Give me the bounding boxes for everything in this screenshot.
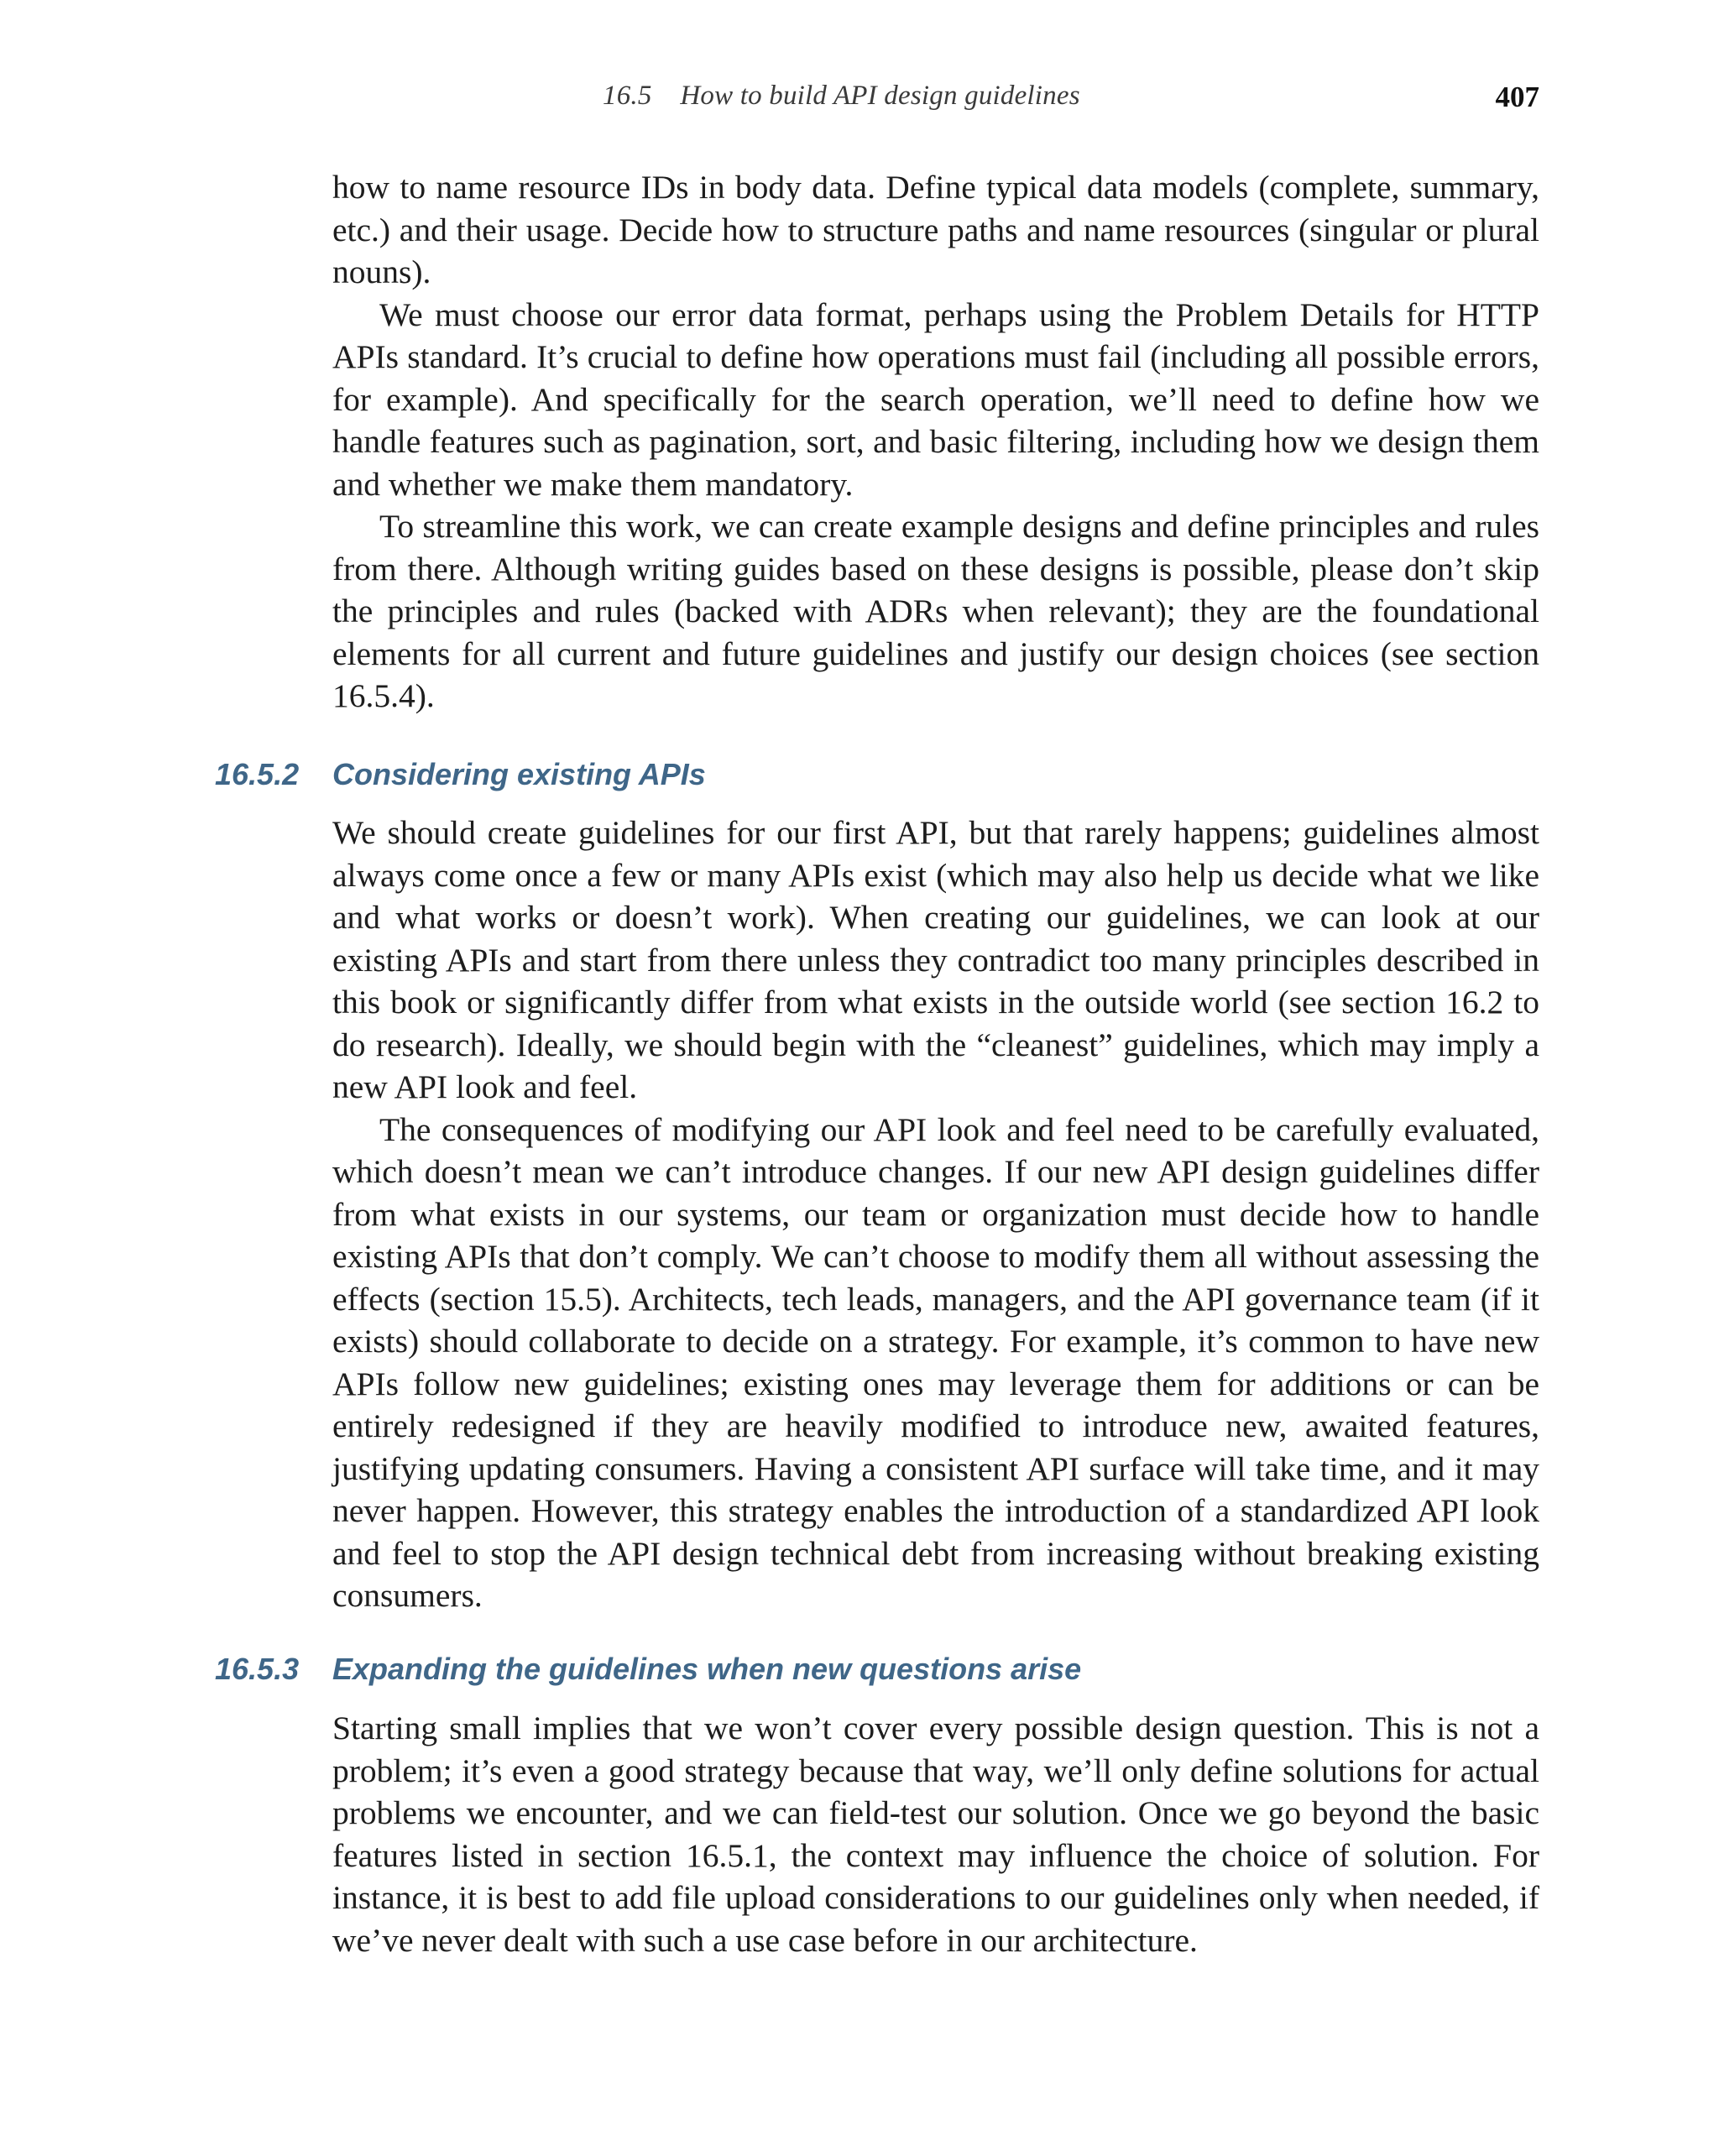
paragraph: We should create guidelines for our first API, but that rarely happens; guidelines almost always come once a few or many APIs exist (which may also help us decide what we like and what works or doesn’t work). When creating our guidelines, we can look at our existing APIs and start from there unless they contradict too many principles described in this book or significantly differ from what exists in the outside world (see section 16.2 to do research). Ideally, we should begin with the “cleanest” guidelines, which may imply a new API look and feel. [332, 814, 1539, 1105]
section-heading-16-5-3 [215, 1651, 1081, 1688]
section-number: 16.5.3 [215, 1652, 300, 1686]
running-title: 16.5 How to build API design guidelines [603, 81, 1080, 111]
section-title: Considering existing APIs [332, 757, 706, 791]
paragraph: We must choose our error data format, perhaps using the Problem Details for HTTP APIs standard. It’s crucial to define how operations must fail (including all possible errors, for example). And specifically for the search operation, we’ll need to define how we handle features such as pagination, sort, and basic filtering, including how we design them and whether we make them mandatory. [332, 295, 1539, 503]
paragraph: To streamline this work, we can create example designs and define principles and rules from there. Although writing guides based on these designs is possible, please don’t skip the principles and rules (backed with ADRs when relevant); they are the foundational elements for all current and future guidelines and justify our design choices (see section 16.5.4). [332, 508, 1539, 714]
intro-text [332, 166, 1539, 718]
paragraph: The consequences of modifying our API look and feel need to be carefully evaluated, which doesn’t mean we can’t introduce changes. If our new API design guidelines differ from what exists in our systems, our team or organization must decide how to handle existing APIs that don’t comply. We can’t choose to modify them all without assessing the effects (section 15.5). Architects, tech leads, managers, and the API governance team (if it exists) should collaborate to decide on a strategy. For example, it’s common to have new APIs follow new guidelines; existing ones may leverage them for additions or can be entirely redesigned if they are heavily modified to introduce new, awaited features, justifying updating consumers. Having a consistent API surface will take time, and it may never happen. However, this strategy enables the introduction of a standardized API look and feel to stop the API design technical debt from increasing without breaking existing consumers. [332, 1110, 1539, 1614]
page-number: 407 [1495, 81, 1539, 113]
section-title: Expanding the guidelines when new questions arise [332, 1652, 1082, 1686]
section-number: 16.5.2 [215, 757, 300, 791]
paragraph: how to name resource IDs in body data. Define typical data models (complete, summary, etc.) and their usage. Decide how to structure paths and name resources (singular or plural nouns). [332, 169, 1539, 290]
section-heading-16-5-2 [215, 756, 706, 793]
paragraph: Starting small implies that we won’t cover every possible design question. This is not a problem; it’s even a good strategy because that way, we’ll only define solutions for actual problems we encounter, and we can field-test our solution. Once we go beyond the basic features listed in section 16.5.1, the context may influence the choice of solution. For instance, it is best to add file upload considerations to our guidelines only when needed, if we’ve never dealt with such a use case before in our architecture. [332, 1710, 1539, 1959]
section-16-5-3-text [332, 1707, 1539, 1961]
section-16-5-2-text [332, 812, 1539, 1617]
running-head [0, 81, 1719, 121]
